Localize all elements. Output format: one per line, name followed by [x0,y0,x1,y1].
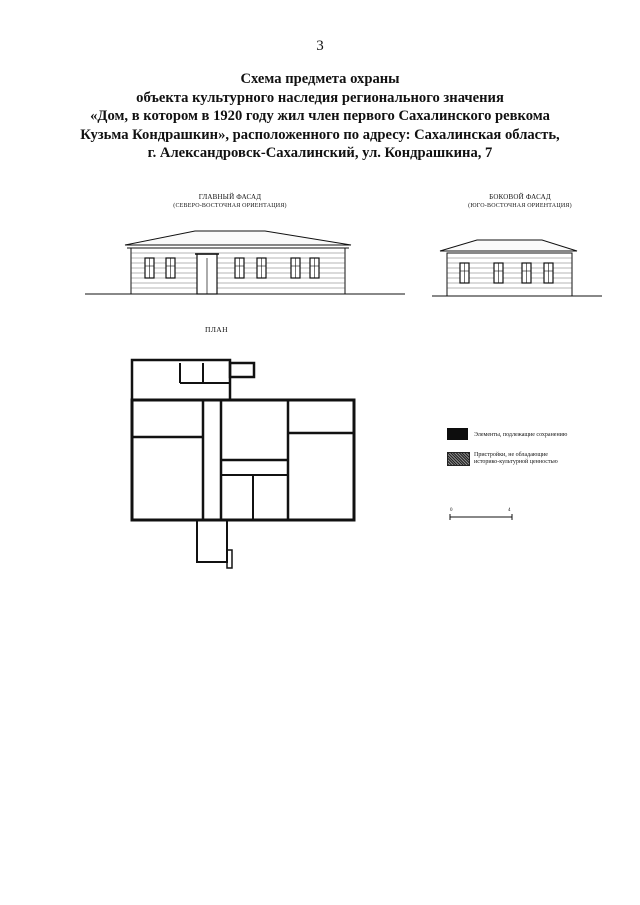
title-line-1: Схема предмета охраны [240,71,400,87]
scale-end-label: 4 [508,508,511,513]
legend-label-preserved: Элементы, подлежащие сохранению [474,432,568,438]
page-number: 3 [316,38,324,54]
scale-bar [440,508,520,522]
side-facade-drawing [432,235,602,299]
title-line-5: г. Александровск-Сахалинский, ул. Кондрашкина, 7 [147,145,493,161]
legend-swatch-preserved [447,428,468,440]
title-line-4: Кузьма Кондрашкин», расположенного по адресу: Сахалинская область, [80,126,560,143]
title-line-2: объекта культурного наследия регионального значения [136,89,504,106]
document-title [20,70,620,163]
scale-bar-line [440,513,520,521]
plan-label: ПЛАН [205,325,228,334]
legend-label-additions [474,452,558,466]
main-facade-caption [130,193,330,211]
scale-start-label: 0 [450,508,453,513]
main-facade-title: ГЛАВНЫЙ ФАСАД [198,193,262,201]
title-line-3: «Дом, в котором в 1920 году жил член первого Сахалинского ревкома [90,108,550,124]
legend-additions-line-1: Пристройки, не обладающие [474,452,548,458]
side-facade-title: БОКОВОЙ ФАСАД [489,193,551,201]
legend-additions-line-2: историко-культурной ценностью [474,459,558,465]
floor-plan [125,355,360,570]
legend-swatch-additions [447,452,470,466]
side-facade-orientation: (ЮГО-ВОСТОЧНАЯ ОРИЕНТАЦИЯ) [468,203,572,209]
main-facade-orientation: (СЕВЕРО-ВОСТОЧНАЯ ОРИЕНТАЦИЯ) [173,203,287,209]
side-facade-caption [440,193,600,211]
main-facade-drawing [85,228,405,298]
